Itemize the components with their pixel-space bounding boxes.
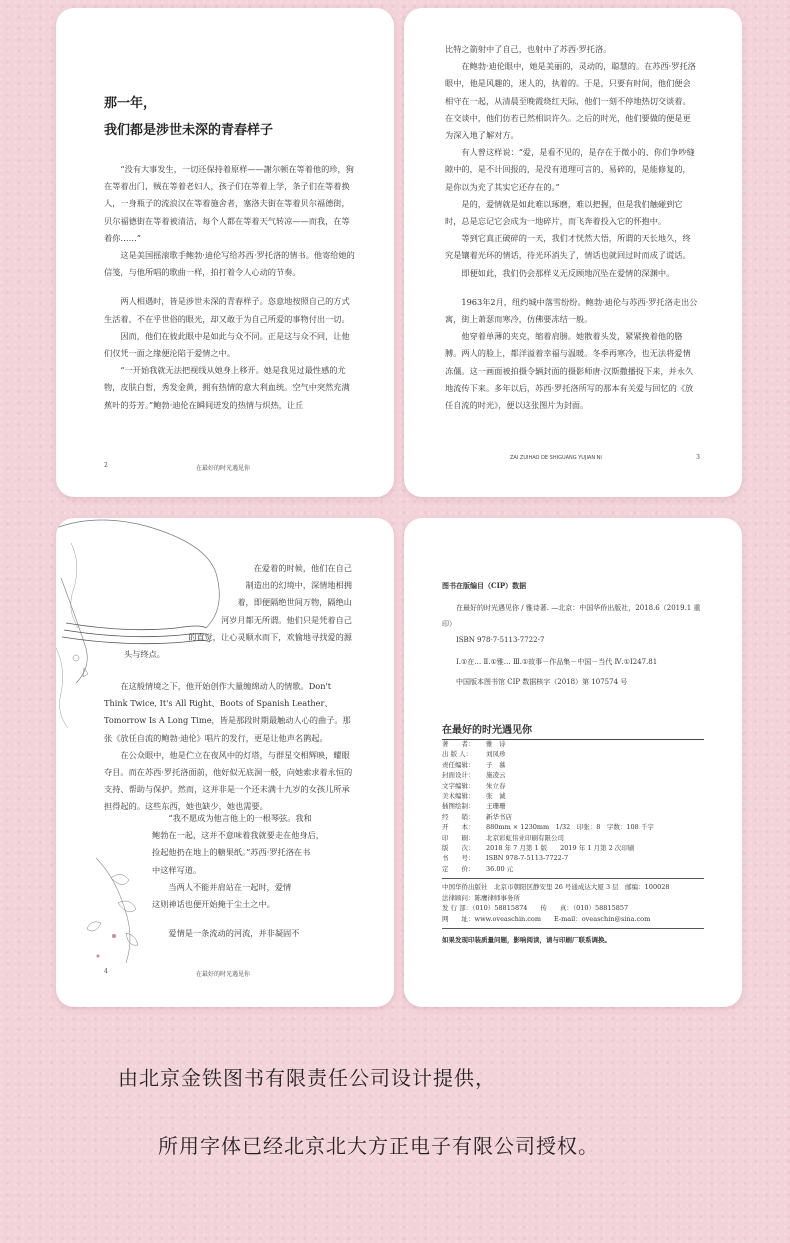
poem-line: 鲍勃在一起，这并不意味着我就要走在他身后， xyxy=(152,830,324,841)
cip-line: ISBN 978-7-5113-7722-7 xyxy=(456,636,545,644)
heading-line-1: 那一年， xyxy=(104,96,157,111)
colophon-value: 新华书店 xyxy=(486,812,512,821)
colophon-row xyxy=(442,749,704,759)
colophon-row xyxy=(442,760,704,770)
book-page-2 xyxy=(56,8,394,497)
colophon-value: 张 诚 xyxy=(486,792,506,801)
colophon-value: 朱立春 xyxy=(486,781,506,790)
colophon-label: 出 版 人： xyxy=(442,750,473,759)
colophon-label: 书 号： xyxy=(442,854,475,863)
running-title: ZAI ZUIHAO DE SHIGUANG YUJIAN NI xyxy=(510,455,602,461)
colophon-value: 36.00 元 xyxy=(486,864,514,873)
paragraph: 他穿着单薄的夹克，缩着肩膀。她散着头发，紧紧挽着他的胳膊。两人的脸上，都洋溢着幸福与温暖。冬季再寒冷，也无法将爱情冻僵。这一画面被拍摄令辆封面的摄影师唐·汉斯撒播捉下来，并永久地流传下来。多年以后，苏西·罗托洛所写的那本有关爱与回忆的《放任自流的时光》，便以这张图片为封面。 xyxy=(445,331,694,411)
colophon-value: 王珊珊 xyxy=(486,802,506,811)
colophon-label: 定 价： xyxy=(442,864,475,873)
paragraph: 因而，他们在彼此眼中是如此与众不同。正是这与众不同，让他们仅凭一面之缘便沦陷于爱情之中。 xyxy=(104,330,350,359)
colophon-row xyxy=(442,812,704,822)
cip-block xyxy=(442,578,702,690)
book-page-4 xyxy=(56,518,394,1007)
poem-line: 着，即便隔绝世间万物，隔绝山 xyxy=(237,597,352,608)
colophon-row xyxy=(442,843,704,853)
colophon-row xyxy=(442,833,704,843)
paragraph: 是的，爱情就是如此难以琢磨，难以把握，但是我们触碰到它时，总是忘记它会成为一地碎片，而飞奔着投入它的怀抱中。 xyxy=(445,198,683,227)
page-number: 3 xyxy=(696,454,700,461)
poem-line: 的直觉，让心灵顺水而下，欢愉地寻找爱的源 xyxy=(188,631,352,642)
colophon-value: ISBN 978-7-5113-7722-7 xyxy=(486,854,569,863)
paragraph: 等到它真正破碎的一天，我们才恍然大悟，所谓的天长地久，终究是镶着光环的情话，待光环消失了，情话也就回过时而成了谎话。 xyxy=(445,233,691,261)
poem-stanza-bottom xyxy=(152,810,352,942)
colophon-row xyxy=(442,853,704,863)
copyright-page xyxy=(404,518,742,1007)
heading-line-2: 我们都是涉世未深的青春样子 xyxy=(104,123,274,138)
publisher-line: 法律顾问：陈鹰律师事务所 xyxy=(442,893,520,902)
colophon-label: 著 者： xyxy=(442,740,475,748)
colophon-label: 开 本： xyxy=(442,823,475,832)
colophon-value: 880mm × 1230mm 1/32 印张：8 字数：108 千字 xyxy=(486,823,654,832)
colophon-row xyxy=(442,781,704,791)
running-title: 在最好的时光遇见你 xyxy=(196,971,251,978)
cip-line: 在最好的时光遇见你 / 雅诗著. —北京：中国华侨出版社，2018.6（2019.1 重印） xyxy=(442,604,701,628)
quality-notice: 如果发现印装质量问题，影响阅读，请与印刷厂联系调换。 xyxy=(442,935,611,944)
paragraph: 1963年2月，纽约城中落雪纷纷。鲍勃·迪伦与苏西·罗托洛走出公寓，街上萧瑟而寒冷，仿佛要冻结一般。 xyxy=(445,296,698,325)
running-title: 在最好的时光遇见你 xyxy=(196,465,251,472)
paragraph: 有人曾这样说：“爱，是看不见的，是存在于微小的、你们争吵缝隙中的，是不计回报的，是没有道理可言的、易碎的，是能修复的，是你以为充了其实它还存在的。” xyxy=(445,147,695,192)
poem-line: 制造出的幻境中，深情地相拥 xyxy=(245,580,352,591)
paragraph: 在这般情境之下，他开始创作大量缠绵动人的情歌。Don't Think Twice, It's All Right、Boots of Spanish Leather、Tomorrow Is A Long Time，皆是那段时期最触动人心的曲子。那张《放任自流的鲍勃·迪伦》唱片的发行，更是让他声名鹊起。 xyxy=(104,681,351,743)
colophon-label: 封面设计： xyxy=(442,771,475,780)
colophon-label: 文字编辑： xyxy=(442,781,475,790)
colophon-label: 经 销： xyxy=(442,812,475,821)
paragraph: 在公众眼中，他是伫立在夜风中的灯塔，与群星交相辉映，耀眼夺目。而在苏西·罗托洛面前，他好似无底洞一般，向她索求着永恒的支持、帮助与保护。然而，这并非是一个还未满十九岁的女孩儿所承担得起的。这些东西，她也缺少，她也需要。 xyxy=(104,749,353,812)
paragraph: 两人相遇时，皆是涉世未深的青春样子。恣意地按照自己的方式生活着，不在乎世俗的眼光，却又敢于为自己所爱的事物付出一切。 xyxy=(104,296,350,324)
poem-line: “我不愿成为他言他上的一根琴弦。我和 xyxy=(168,813,312,823)
colophon-value: 刘凤珍 xyxy=(486,750,506,759)
cip-title: 图书在版编目（CIP）数据 xyxy=(442,581,527,590)
publisher-line: 网 址：www.oveaschin.com E-mail：oveaschin@sina.com xyxy=(442,914,651,923)
credit-line-1: 由北京金铁图书有限责任公司设计提供， xyxy=(118,1066,496,1090)
publisher-line: 中国华侨出版社 北京市朝阳区静安里 26 号通成达大厦 3 层 邮编：100028 xyxy=(442,883,670,892)
divider xyxy=(442,928,704,929)
colophon-value: 2018 年 7 月第 1 版 2019 年 1 月第 2 次印刷 xyxy=(486,844,635,853)
paragraph: 这是美国摇滚歌手鲍勃·迪伦写给苏西·罗托洛的情书。他寄给她的信笺，与他所唱的歌曲一样，拍打着令人心动的节奏。 xyxy=(104,250,355,278)
colophon-label: 插图绘制： xyxy=(442,802,475,811)
poem-line: 爱情是一条流动的河流，并非凝固不 xyxy=(168,928,300,939)
page-number: 2 xyxy=(104,462,108,469)
colophon-label: 版 次： xyxy=(442,844,475,853)
cip-line: 中国版本图书馆 CIP 数据核字（2018）第 107574 号 xyxy=(456,678,628,686)
colophon-label: 印 刷： xyxy=(442,833,475,842)
poem-line: 河岁月都无所谓。他们只是凭着自己 xyxy=(220,614,352,625)
colophon-row xyxy=(442,739,704,749)
colophon-row xyxy=(442,864,704,874)
cip-line: Ⅰ.①在… Ⅱ.①雅… Ⅲ.①故事－作品集－中国－当代 Ⅳ.①I247.81 xyxy=(456,658,658,666)
colophon-row xyxy=(442,770,704,780)
poem-line: 头与终点。 xyxy=(124,649,165,660)
paragraph: 在鲍勃·迪伦眼中，她是美丽的，灵动的，聪慧的。在苏西·罗托洛眼中，他是风趣的，迷人的，执着的。于是，只要有时间，他们便会相守在一起，从清晨至晚霞烧红天际，他们一刻不停地热切交谈着。在交谈中，他们仿若已然相识许久。之后的时光，他们要做的便是更为深入地了解对方。 xyxy=(445,61,696,141)
divider xyxy=(442,878,704,879)
book-title: 在最好的时光遇见你 xyxy=(442,721,704,740)
book-page-3 xyxy=(404,8,742,497)
poem-line: 这则神话也便开始掩于尘土之中。 xyxy=(152,899,275,910)
publisher-line: 发 行 部：（010）58815874 传 真：（010）58815857 xyxy=(442,904,629,913)
paragraph: 即便如此，我们仍会那样义无反顾地沉坠在爱情的深渊中。 xyxy=(461,267,675,278)
colophon-row xyxy=(442,791,704,801)
poem-line: 在爱着的时候，他们在自己 xyxy=(253,563,352,573)
chapter-heading xyxy=(104,90,273,144)
colophon-label: 美术编辑： xyxy=(442,792,475,801)
poem-line: 捡起他扔在地上的糖果纸。”苏西·罗托洛在书 xyxy=(152,847,311,858)
poem-stanza-top xyxy=(124,560,352,663)
paragraph: “没有大事发生，一切还保持着原样——謝尔顿在等着他的珍，狗在等着出门，贼在等着老妇人，孩子们在等着上学，条子们在等着换人，一身瓶子的流浪汉在等着施舍者，塞洛夫街在等着贝尔福德街，贝尔福德街在等着被清洁，每个人都在等着天气转凉——而我，在等着你……” xyxy=(104,164,354,243)
colophon-row xyxy=(442,822,704,832)
colophon-value: 雅 诗 xyxy=(486,740,506,748)
poem-line: 中这样写道。 xyxy=(152,864,202,875)
page-body xyxy=(445,41,698,414)
colophon-value: 子 慕 xyxy=(486,760,506,769)
credit-line-2: 所用字体已经北京北大方正电子有限公司授权。 xyxy=(158,1134,599,1158)
colophon-value: 北京彩虹伟业印刷有限公司 xyxy=(486,833,564,842)
page-body xyxy=(104,678,353,816)
colophon-row xyxy=(442,801,704,811)
paragraph: 比特之箭射中了自己，也射中了苏西·罗托洛。 xyxy=(445,44,612,54)
colophon-value: 施凌云 xyxy=(486,771,506,780)
page-body xyxy=(104,161,355,414)
colophon xyxy=(442,739,704,945)
poem-line: 当两人不能并肩站在一起时，爱情 xyxy=(168,881,292,892)
colophon-label: 责任编辑： xyxy=(442,760,475,769)
page-number: 4 xyxy=(104,968,108,975)
paragraph: “一开始我就无法把视线从她身上移开。她是我见过最性感的尤物，皮肤白皙，秀发金黄，拥有热情的意大利血统。空气中突然充满蕉叶的芬芳。”鲍勃·迪伦在瞬间迸发的热情与炽热，让丘 xyxy=(104,365,350,410)
